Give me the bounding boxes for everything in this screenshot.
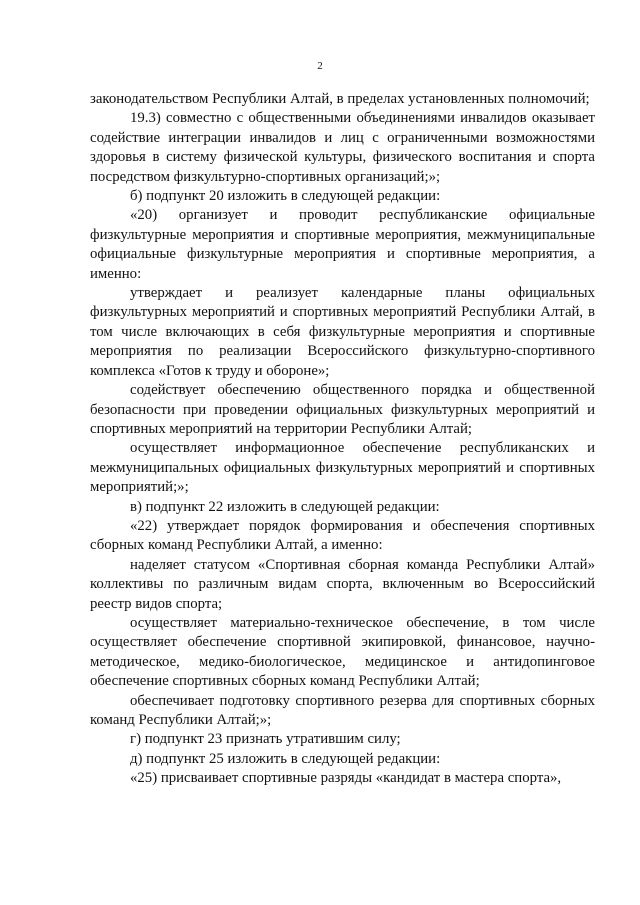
paragraph: содействует обеспечению общественного порядка и общественной безопасности при проведении официальных физкультурных мероприятий и спортивных мероприятий на территории Республики Алтай; [90,382,595,437]
paragraph: осуществляет материально-техническое обеспечение, в том числе осуществляет обеспечение спортивной экипировкой, финансовое, научно-методическое, медико-биологическое, медицинское и антидопинговое обеспечение спортивных сборных команд Республики Алтай; [90,614,595,690]
paragraph: осуществляет информационное обеспечение республиканских и межмуниципальных официальных физкультурных мероприятий и спортивных мероприятий;»; [90,440,595,496]
paragraph: «22) утверждает порядок формирования и обеспечения спортивных сборных команд Республики Алтай, а именно: [90,517,595,554]
page-number: 2 [317,60,323,72]
paragraph: «25) присваивает спортивные разряды «кандидат в мастера спорта», [130,770,562,787]
paragraph: б) подпункт 20 изложить в следующей редакции: [130,188,441,205]
paragraph: д) подпункт 25 изложить в следующей редакции: [130,750,441,767]
paragraph: обеспечивает подготовку спортивного резерва для спортивных сборных команд Республики Алтай;»; [90,692,595,728]
paragraph: утверждает и реализует календарные планы официальных физкультурных мероприятий и спортивных мероприятий Республики Алтай, в том числе включающих в себя физкультурные мероприятия и спортивные мероприятия по реализации Всероссийского физкультурно-спортивного комплекса «Готов к труду и обороне»; [90,285,595,379]
paragraph: в) подпункт 22 изложить в следующей редакции: [130,498,440,515]
paragraph: г) подпункт 23 признать утратившим силу; [130,731,401,748]
document-body [90,90,595,789]
paragraph: наделяет статусом «Спортивная сборная команда Республики Алтай» коллективы по различным видам спорта, включенным во Всероссийский реестр видов спорта; [90,556,595,612]
paragraph: «20) организует и проводит республиканские официальные физкультурные мероприятия и спортивные мероприятия, межмуниципальные официальные физкультурные мероприятия и спортивные мероприятия, а именно: [90,207,595,282]
paragraph: законодательством Республики Алтай, в пределах установленных полномочий; [90,91,590,107]
paragraph: 19.3) совместно с общественными объединениями инвалидов оказывает содействие интеграции инвалидов и лиц с ограниченными возможностями здоровья в систему физической культуры, физического воспитания и спорта посредством физкультурно-спортивных организаций;»; [90,110,595,185]
